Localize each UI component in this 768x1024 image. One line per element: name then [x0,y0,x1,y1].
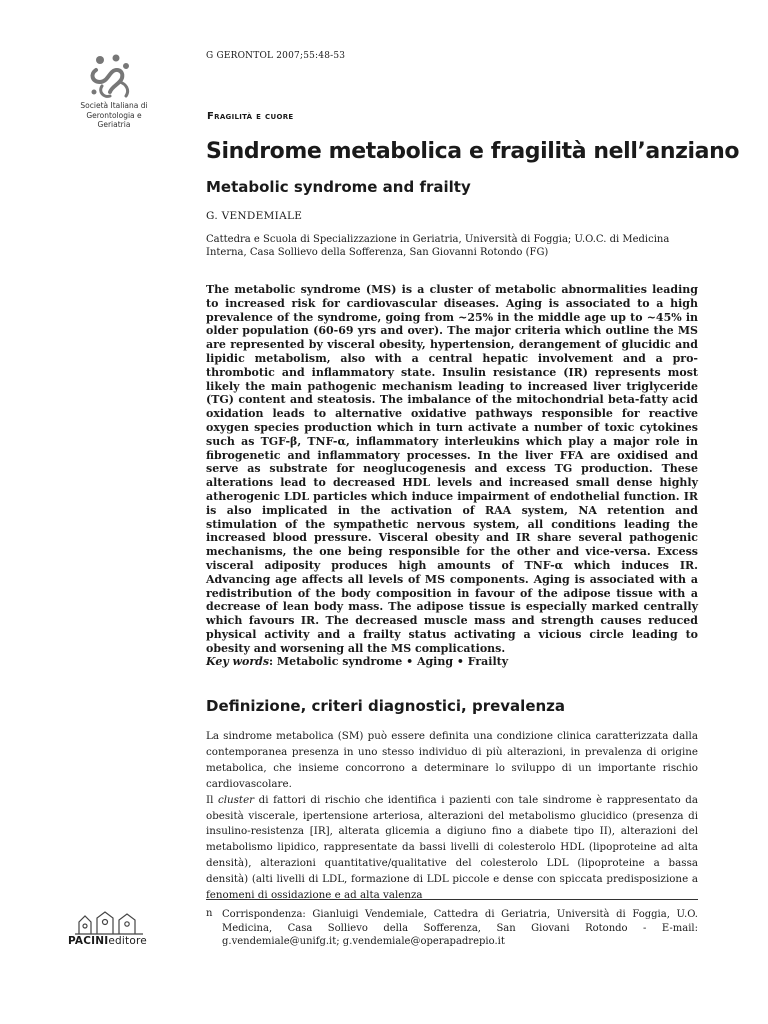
journal-reference: G GERONTOL 2007;55:48-53 [206,51,346,61]
society-name [60,101,168,130]
publisher-logo [71,908,147,936]
article-subtitle: Metabolic syndrome and frailty [206,178,471,196]
body-paragraph-2 [206,793,698,904]
section-label: Fragilità e cuore [207,111,294,122]
society-name-line2: Gerontologia e [86,110,142,120]
section-heading: Definizione, criteri diagnostici, prevalenza [206,697,566,715]
correspondence-footnote: Corrispondenza: Gianluigi Vendemiale, Cattedra di Geriatria, Università di Foggia, U.O. Medicina, Casa Sollievo della Sofferenza, San Giovani Rotondo - E-mail: g.vendemiale@unifg.it; g.vendemiale@operapadrepio.it [222,909,698,947]
publisher-name-rest: editore [108,935,147,947]
society-logo [86,52,138,102]
body-paragraph-1: La sindrome metabolica (SM) può essere definita una condizione clinica caratterizzata dalla contemporanea presenza in uno stesso individuo di più alterazioni, in prevalenza di origine metabolica, che insieme concorrono a determinare lo sviluppo di un importante rischio cardiovascolare. [206,730,698,790]
affiliation: Cattedra e Scuola di Specializzazione in Geriatria, Università di Foggia; U.O.C. di Medicina Interna, Casa Sollievo della Sofferenza, San Giovanni Rotondo (FG) [206,234,670,258]
footnote-marker: n [206,908,213,919]
keywords-label: Key words [206,655,270,668]
footnote-divider [206,899,698,900]
publisher-name [68,935,147,947]
keywords [206,655,508,668]
body-p2-rest: di fattori di rischio che identifica i pazienti con tale sindrome è rappresentato da obesità viscerale, ipertensione arteriosa, alterazioni del metabolismo glucidico (presenza di insulino-resistenza [IR], alterata glicemia a digiuno fino a diabete tipo II), alterazioni del metabolismo lipidico, rappresentate da bassi livelli di colesterolo HDL (lipoproteine ad alta densità), alterazioni quantitative/qualitative del colesterolo LDL (lipoproteine a bassa densità) (alti livelli di LDL, formazione di LDL piccole e dense con spiccata predisposizione a fenomeni di ossidazione e ad alta valenza [206,793,699,902]
body-text [206,729,698,904]
society-name-line3: Geriatria [97,120,131,129]
publisher-name-bold: PACINI [68,935,109,947]
body-p2-start: Il [206,793,218,806]
body-p2-italic: cluster [217,793,255,806]
article-title: Sindrome metabolica e fragilità nell’anziano [206,139,740,164]
author: G. VENDEMIALE [206,210,303,222]
abstract: The metabolic syndrome (MS) is a cluster of metabolic abnormalities leading to increased risk for cardiovascular diseases. Aging is associated to a high prevalence of the syndrome, going from ~25% in the middle age up to ~45% in older population (60-69 yrs and over). The major criteria which outline the MS are represented by visceral obesity, hypertension, derangement of glucidic and lipidic metabolism, also with a central hepatic involvement and a pro-thrombotic and inflammatory state. Insulin resistance (IR) represents most likely the main pathogenic mechanism leading to increased liver triglyceride (TG) content and steatosis. The imbalance of the mitochondrial beta-fatty acid oxidation leads to alternative oxidative pathways responsible for reactive oxygen species production which in turn activate a number of toxic cytokines such as TGF-β, TNF-α, inflammatory interleukins which play a major role in fibrogenetic and inflammatory processes. In the liver FFA are oxidised and serve as substrate for neoglucogenesis and excess TG production. These alterations lead to decreased HDL levels and increased small dense highly atherogenic LDL particles which induce impairment of endothelial function. IR is also implicated in the activation of RAA system, NA retention and stimulation of the sympathetic nervous system, all conditions leading the increased blood pressure. Visceral obesity and IR share several pathogenic mechanisms, the one being responsible for the other and vice-versa. Excess visceral adiposity produces high amounts of TNF-α which induces IR. Advancing age affects all levels of MS components. Aging is associated with a redistribution of the body composition in favour of the adipose tissue with a decrease of lean body mass. The adipose tissue is especially marked centrally which favours IR. The decreased muscle mass and strength causes reduced physical activity and a frailty status activating a vicious circle leading to obesity and worsening all the MS complications. [206,283,698,655]
society-name-line1: Società Italiana di [80,101,148,110]
keywords-list: : Metabolic syndrome • Aging • Frailty [269,655,509,668]
